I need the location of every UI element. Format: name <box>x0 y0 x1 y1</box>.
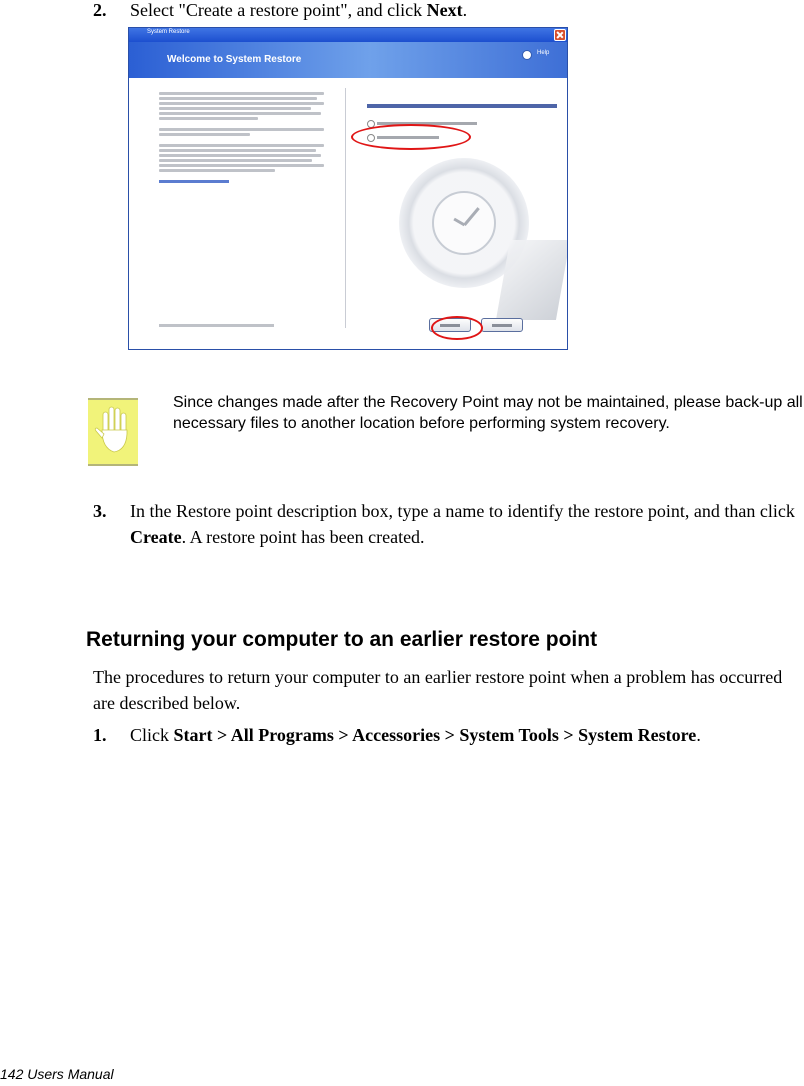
step-2-text <box>130 0 467 23</box>
window-titlebar <box>129 28 567 42</box>
section-intro: The procedures to return your computer to an earlier restore point when a problem has occurred are described below. <box>93 667 783 713</box>
caution-note-text: Since changes made after the Recovery Point may not be maintained, please back-up all necessary files to another location before performing system recovery. <box>173 394 803 432</box>
step-1-number: 1. <box>93 725 107 745</box>
welcome-banner <box>129 42 567 78</box>
help-label: Help <box>537 50 550 56</box>
section-heading: Returning your computer to an earlier restore point <box>86 628 598 651</box>
window-title: System Restore <box>147 29 190 35</box>
step-1-text-end: . <box>696 725 701 745</box>
step-3-text-plain: In the Restore point description box, type a name to identify the restore point, and than click <box>130 501 795 521</box>
step-3-text-end: . A restore point has been created. <box>181 527 425 547</box>
step-1-text-plain: Click <box>130 725 174 745</box>
step-1-text-bold: Start > All Programs > Accessories > System Tools > System Restore <box>173 725 697 745</box>
highlight-next-button <box>431 316 483 340</box>
system-restore-screenshot <box>128 27 568 350</box>
highlight-create-restore-point <box>351 124 471 150</box>
help-icon <box>522 50 532 60</box>
close-icon <box>554 29 566 41</box>
page-footer: 142 Users Manual <box>0 1066 114 1082</box>
step-2-text-bold: Next <box>426 0 463 20</box>
footer-instruction-line <box>159 324 274 327</box>
intro-text-block <box>159 90 324 183</box>
step-3-number: 3. <box>93 501 107 521</box>
divider <box>345 88 346 328</box>
restore-settings-link <box>159 180 229 183</box>
caution-hand-icon <box>88 398 138 466</box>
step-2-text-plain: Select "Create a restore point", and click <box>130 0 427 20</box>
cancel-button <box>481 318 523 332</box>
task-heading-line <box>367 104 557 108</box>
step-1-text <box>130 722 701 748</box>
step-2-number: 2. <box>93 0 107 20</box>
step-2-text-end: . <box>462 0 468 20</box>
banner-title: Welcome to System Restore <box>167 54 302 65</box>
step-3-text <box>130 498 804 550</box>
step-3-text-bold: Create <box>130 527 182 547</box>
